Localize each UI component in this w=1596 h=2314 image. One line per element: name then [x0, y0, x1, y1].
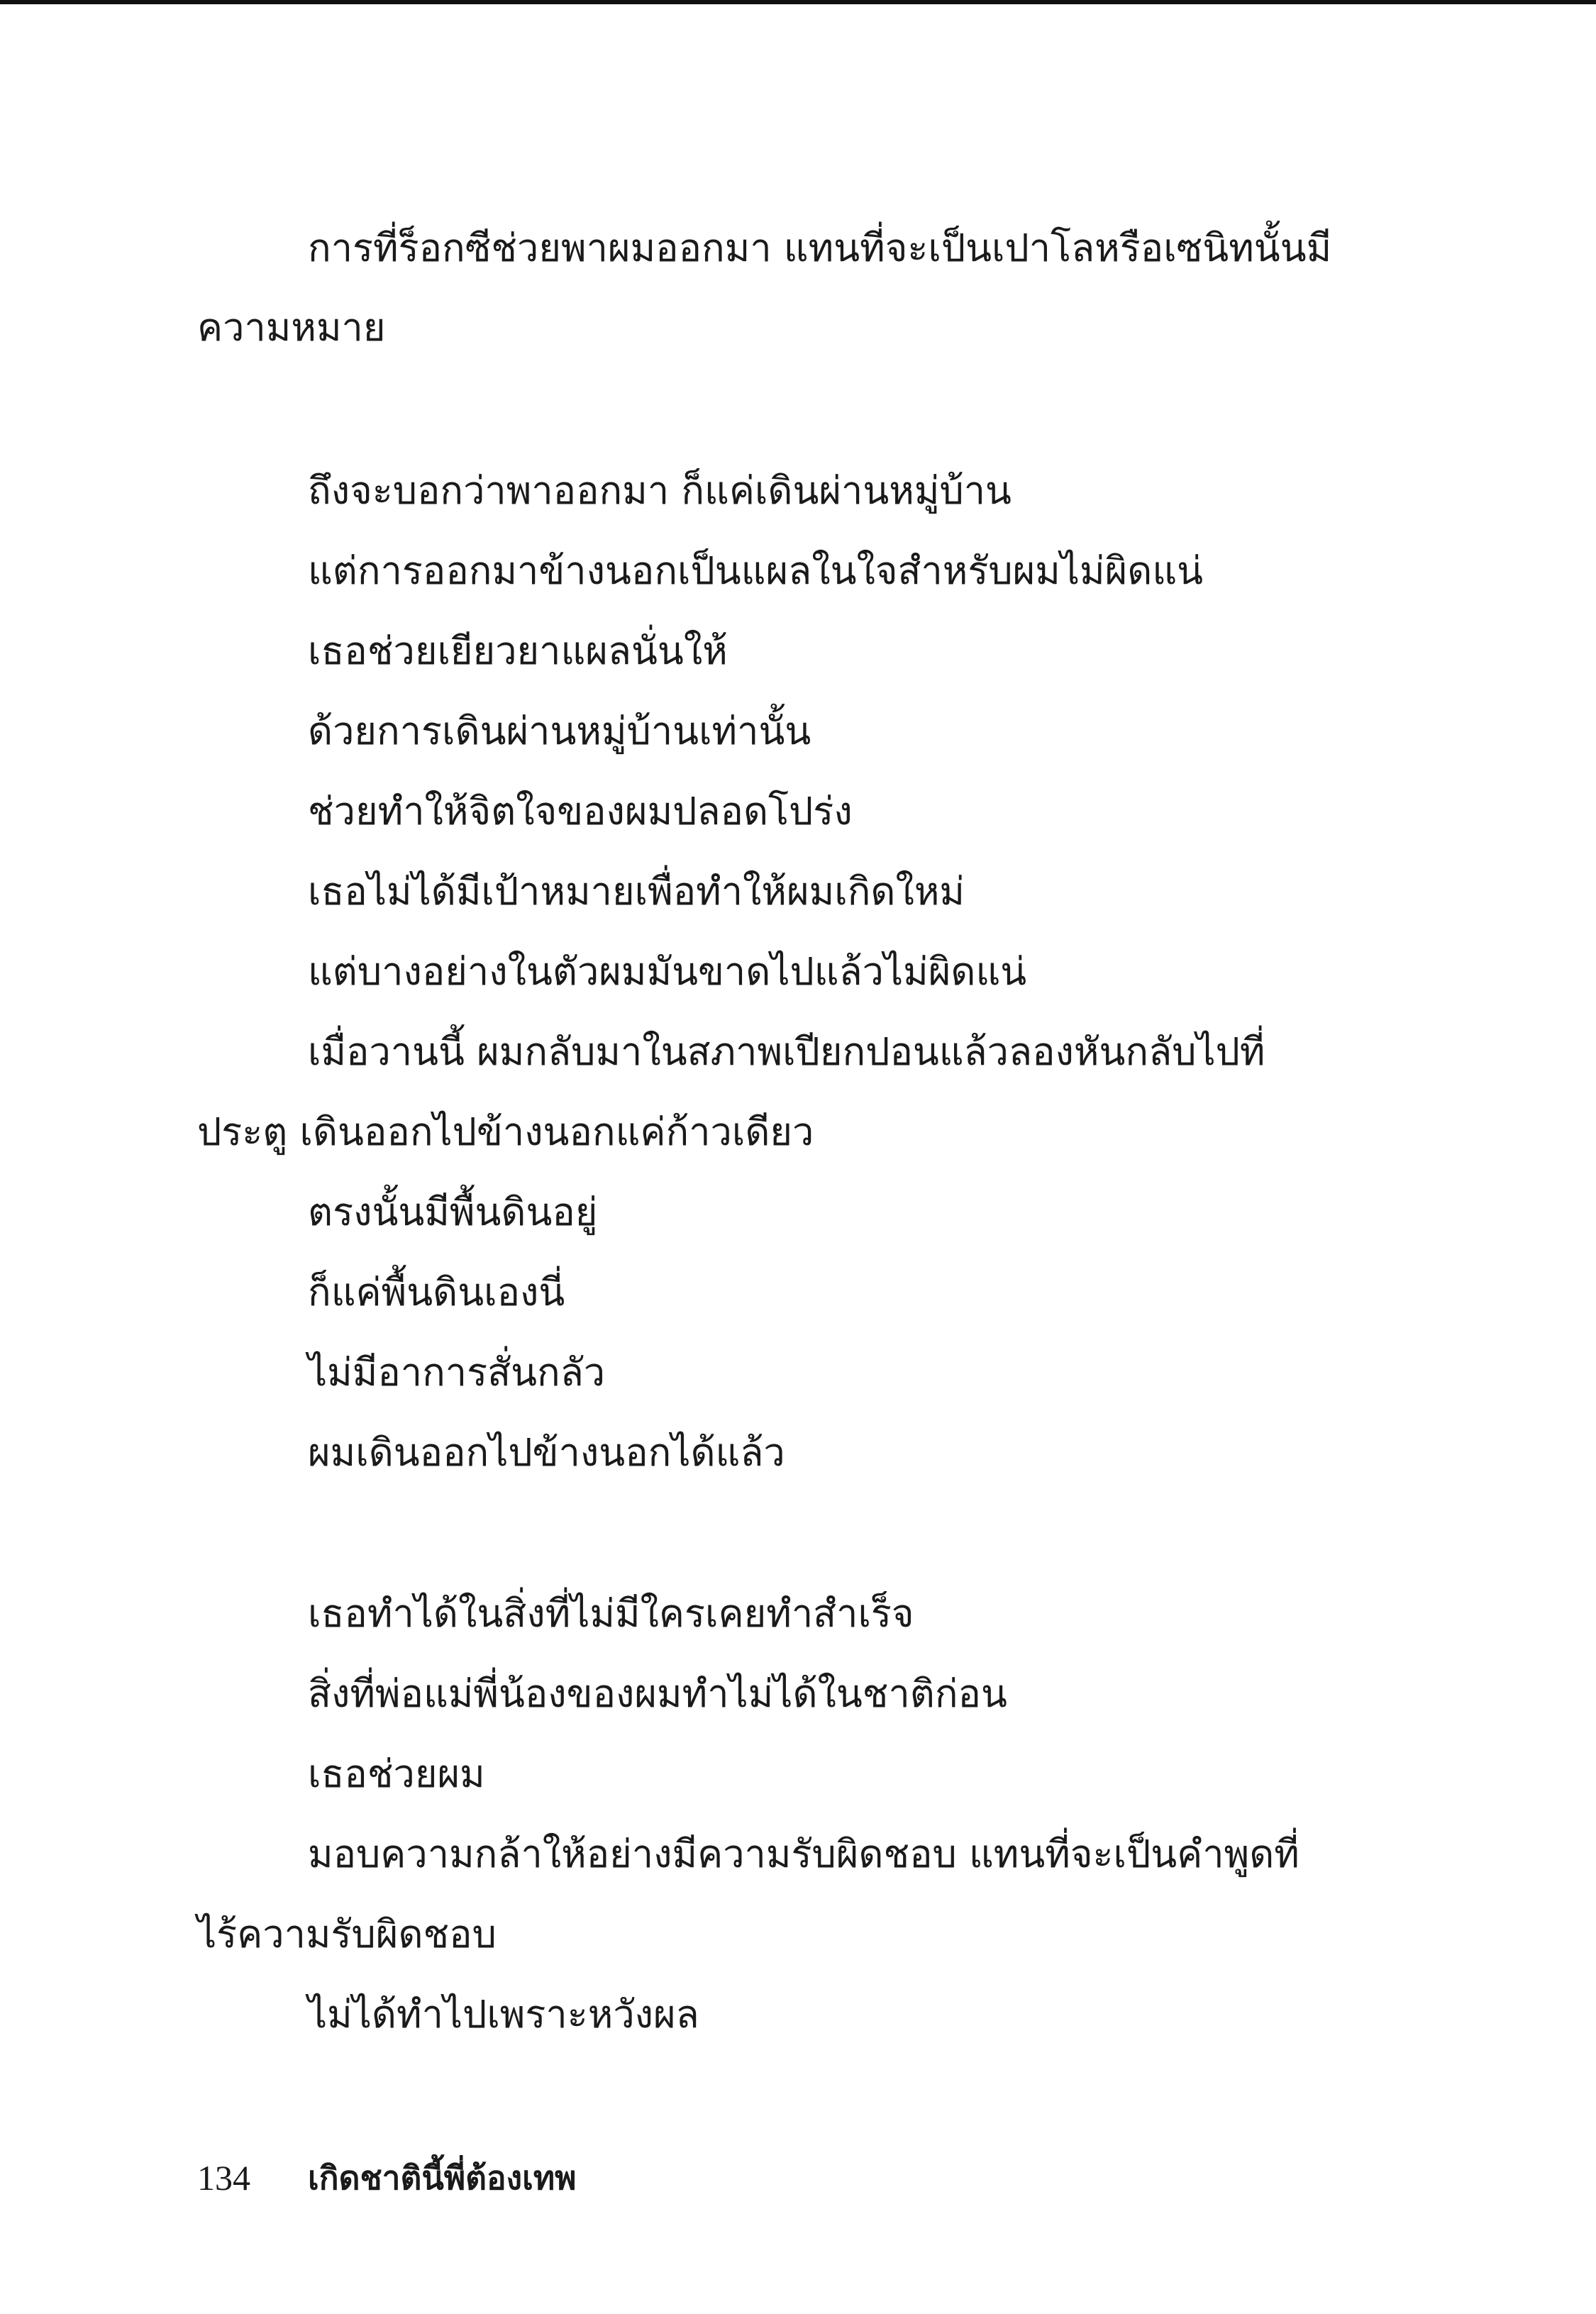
text-line: การที่ร็อกซีช่วยพาผมออกมา แทนที่จะเป็นเปาโลหรือเซนิทนั้นมี [308, 226, 1332, 270]
text-line: ไม่ได้ทำไปเพราะหวังผล [308, 1992, 699, 2037]
running-title: เกิดชาตินี้พี่ต้องเทพ [308, 2159, 577, 2197]
text-line: มอบความกล้าให้อย่างมีความรับผิดชอบ แทนที่จะเป็นคำพูดที่ [308, 1832, 1299, 1876]
text-line: เธอช่วยผม [308, 1751, 485, 1796]
text-line: ไร้ความรับผิดชอบ [197, 1912, 497, 1956]
text-line: ความหมาย [197, 305, 386, 350]
text-line: ผมเดินออกไปข้างนอกได้แล้ว [308, 1430, 785, 1475]
text-line: ประตู เดินออกไปข้างนอกแค่ก้าวเดียว [197, 1109, 814, 1154]
text-line: ช่วยทำให้จิตใจของผมปลอดโปร่ง [308, 789, 853, 834]
text-line: เธอไม่ได้มีเป้าหมายเพื่อทำให้ผมเกิดใหม่ [308, 869, 965, 914]
text-line: เธอช่วยเยียวยาแผลนั่นให้ [308, 629, 728, 673]
text-line: แต่บางอย่างในตัวผมมันขาดไปแล้วไม่ผิดแน่ [308, 949, 1027, 994]
text-line: ตรงนั้นมีพื้นดินอยู่ [308, 1190, 598, 1234]
text-line: เธอทำได้ในสิ่งที่ไม่มีใครเคยทำสำเร็จ [308, 1591, 914, 1636]
text-line: เมื่อวานนี้ ผมกลับมาในสภาพเปียกปอนแล้วลองหันกลับไปที่ [308, 1029, 1265, 1074]
text-line: ถึงจะบอกว่าพาออกมา ก็แค่เดินผ่านหมู่บ้าน [308, 468, 1012, 513]
top-border-rule [0, 0, 1596, 4]
page-footer [197, 2149, 577, 2206]
text-line: ด้วยการเดินผ่านหมู่บ้านเท่านั้น [308, 709, 811, 753]
text-line: แต่การออกมาข้างนอกเป็นแผลในใจสำหรับผมไม่ผิดแน่ [308, 548, 1204, 593]
text-line: ก็แค่พื้นดินเองนี่ [308, 1270, 565, 1314]
text-line: ไม่มีอาการสั่นกลัว [308, 1350, 606, 1395]
page-number: 134 [197, 2158, 250, 2198]
text-line: สิ่งที่พ่อแม่พี่น้องของผมทำไม่ได้ในชาติก่อน [308, 1671, 1007, 1716]
